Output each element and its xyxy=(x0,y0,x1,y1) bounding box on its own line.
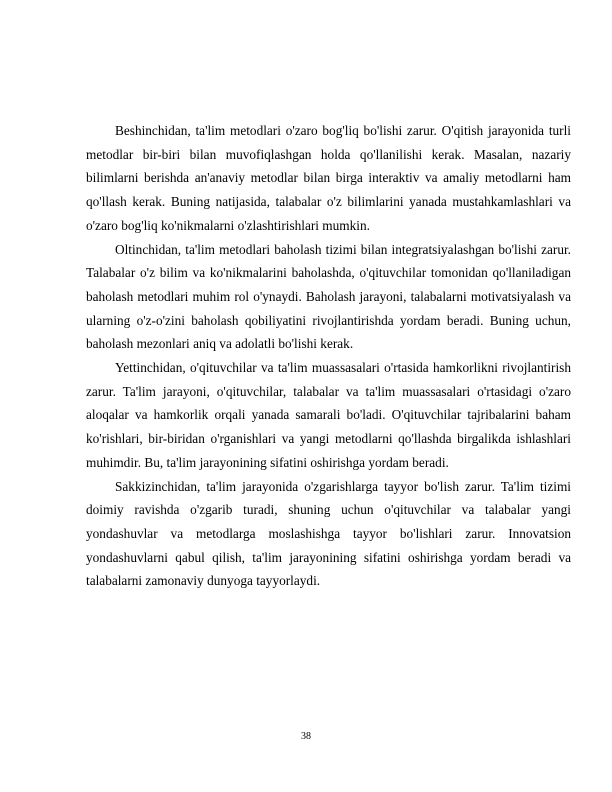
page-number: 38 xyxy=(301,731,311,742)
document-body xyxy=(86,119,571,593)
paragraph-oltinchidan: Oltinchidan, ta'lim metodlari baholash tizimi bilan integratsiyalashgan bo'lishi zarur. Talabalar o'z bilim va ko'nikmalarini baholashda, o'qituvchilar tomonidan qo'llaniladigan baholash metodlari muhim rol o'ynaydi. Baholash jarayoni, talabalarni motivatsiyalash va ularning o'z-o'zini baholash qobiliyatini rivojlantirishda yordam beradi. Buning uchun, baholash mezonlari aniq va adolatli bo'lishi kerak. xyxy=(86,241,571,352)
paragraph-yettinchidan: Yettinchidan, o'qituvchilar va ta'lim muassasalari o'rtasida hamkorlikni rivojlantirish zarur. Ta'lim jarayoni, o'qituvchilar, talabalar va ta'lim muassasalari o'rtasidagi o'zaro aloqalar va hamkorlik orqali yanada samarali bo'ladi. O'qituvchilar tajribalarini baham ko'rishlari, bir-biridan o'rganishlari va yangi metodlarni qo'llashda birgalikda ishlashlari muhimdir. Bu, ta'lim jarayonining sifatini oshirishga yordam beradi. xyxy=(86,360,571,470)
paragraph-sakkizinchidan: Sakkizinchidan, ta'lim jarayonida o'zgarishlarga tayyor bo'lish zarur. Ta'lim tizimi doimiy ravishda o'zgarib turadi, shuning uchun o'qituvchilar va talabalar yangi yondashuvlar va metodlarga moslashishga tayyor bo'lishlari zarur. Innovatsion yondashuvlarni qabul qilish, ta'lim jarayonining sifatini oshirishga yordam beradi va talabalarni zamonaviy dunyoga tayyorlaydi. xyxy=(86,478,571,589)
paragraph-beshinchidan: Beshinchidan, ta'lim metodlari o'zaro bog'liq bo'lishi zarur. O'qitish jarayonida turli metodlar bir-biri bilan muvofiqlashgan holda qo'llanilishi kerak. Masalan, nazariy bilimlarni berishda an'anaviy metodlar bilan birga interaktiv va amaliy metodlarni ham qo'llash kerak. Buning natijasida, talabalar o'z bilimlarini yanada mustahkamlashlari va o'zaro bog'liq ko'nikmalarni o'zlashtirishlari mumkin. xyxy=(86,123,571,233)
